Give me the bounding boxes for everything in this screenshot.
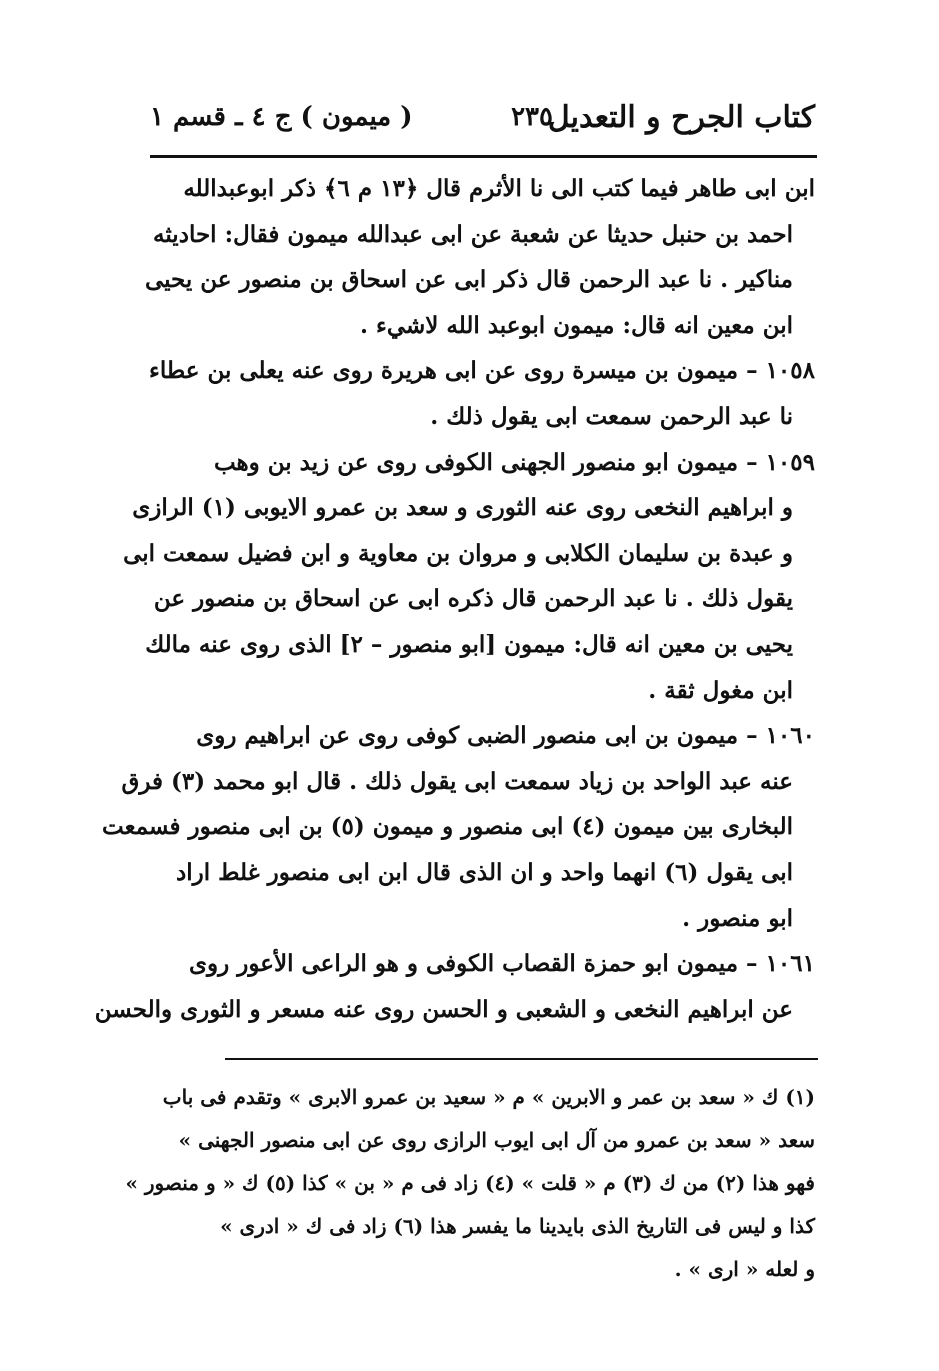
text-line: يقول ذلك . نا عبد الرحمن قال ذكره ابى عن اسحاق بن منصور عن	[153, 585, 793, 613]
text-line: مناكير . نا عبد الرحمن قال ذكر ابى عن اسحاق بن منصور عن يحيى	[144, 266, 793, 294]
text-line: ابن ابى طاهر فيما كتب الى نا الأثرم قال ﴿١٣ م ٦﴾ ذكر ابوعبدالله	[183, 175, 815, 202]
footnote-line: سعد « سعد بن عمرو من آل ابى ايوب الرازى روى عن ابى منصور الجهنى »	[178, 1128, 815, 1152]
page-header	[150, 100, 815, 146]
text-line: ابو منصور .	[682, 904, 793, 932]
footnote-line: و لعله « ارى » .	[674, 1257, 815, 1281]
text-line: عن ابراهيم النخعى و الشعبى و الحسن روى عنه مسعر و الثورى والحسن	[94, 995, 793, 1023]
text-line: ١٠٥٨ – ميمون بن ميسرة روى عن ابى هريرة روى عنه يعلى بن عطاء	[149, 357, 815, 385]
running-title: كتاب الجرح و التعديل	[547, 100, 815, 135]
text-line: ابن معين انه قال: ميمون ابوعبد الله لاشيء .	[359, 311, 793, 339]
page-number: ٢٣٥	[511, 102, 553, 132]
text-line: البخارى بين ميمون (٤) ابى منصور و ميمون (٥) بن ابى منصور فسمعت	[102, 813, 793, 841]
main-text	[94, 166, 815, 1032]
text-line: احمد بن حنبل حديثا عن شعبة عن ابى عبدالله ميمون فقال: احاديثه	[153, 220, 793, 248]
text-line: ١٠٦٠ – ميمون بن ابى منصور الضبى كوفى روى عن ابراهيم روى	[196, 722, 815, 750]
text-line: نا عبد الرحمن سمعت ابى يقول ذلك .	[430, 402, 793, 430]
text-line: ١٠٥٩ – ميمون ابو منصور الجهنى الكوفى روى عن زيد بن وهب	[213, 448, 815, 476]
text-line: ١٠٦١ – ميمون ابو حمزة القصاب الكوفى و هو الراعى الأعور روى	[189, 950, 815, 978]
text-line: و ابراهيم النخعى روى عنه الثورى و سعد بن عمرو الايوبى (١) الرازى	[132, 494, 793, 522]
footnote-line: فهو هذا (٢) من ك (٣) م « قلت » (٤) زاد فى م « بن » كذا (٥) ك « و منصور »	[125, 1171, 815, 1195]
text-line: يحيى بن معين انه قال: ميمون [ابو منصور – ٢] الذى روى عنه مالك	[145, 630, 793, 658]
text-line: ابى يقول (٦) انهما واحد و ان الذى قال ابن ابى منصور غلط اراد	[176, 858, 793, 886]
text-line: و عبدة بن سليمان الكلابى و مروان بن معاوية و ابن فضيل سمعت ابى	[123, 539, 793, 567]
footnote-line: كذا و ليس فى التاريخ الذى بايدينا ما يفسر هذا (٦) زاد فى ك « ادرى »	[220, 1214, 815, 1238]
header-rule	[150, 155, 817, 158]
text-line: ابن مغول ثقة .	[648, 676, 793, 704]
section-reference: ( ميمون ) ج ٤ ـ قسم ١	[150, 102, 413, 132]
text-line: عنه عبد الواحد بن زياد سمعت ابى يقول ذلك . قال ابو محمد (٣) فرق	[121, 767, 793, 795]
footnotes	[125, 1076, 815, 1291]
footnote-line: (١) ك « سعد بن عمر و الابرين » م « سعيد بن عمرو الابرى » وتقدم فى باب	[162, 1085, 815, 1109]
footnote-rule	[225, 1058, 818, 1060]
